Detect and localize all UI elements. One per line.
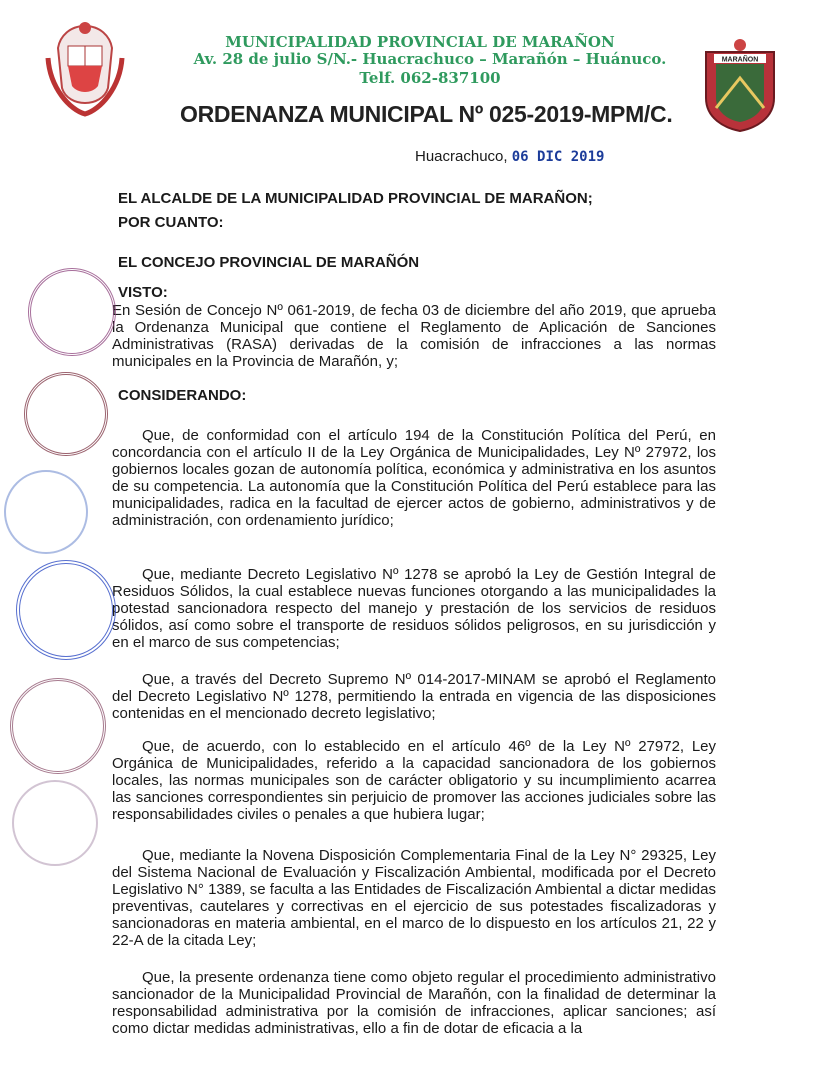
considerando-paragraph: Que, de conformidad con el artículo 194 de la Constitución Política del Perú, en concordancia con el artículo II de la Ley Orgánica de Municipalidades, Ley Nº 27972, los gobiernos locales gozan de autonomía política, económica y administrativa en los asuntos de su competencia. La autonomía que la Constitución Política del Perú establece para las municipalidades, radica en la facultad de ejercer actos de gobierno, administrativos y de administración, con ordenamiento jurídico; [112,427,716,529]
heading-por-cuanto: POR CUANTO: [118,214,224,231]
heading-alcalde: EL ALCALDE DE LA MUNICIPALIDAD PROVINCIAL DE MARAÑON; [118,190,593,207]
considerando-paragraph: Que, de acuerdo, con lo establecido en el artículo 46º de la Ley Nº 27972, Ley Orgánica de Municipalidades, referido a la capacidad sancionadora de los gobiernos locales, las normas municipales son de carácter obligatorio y su incumplimiento acarrea las sanciones correspondientes sin perjuicio de promover las acciones judiciales sobre las responsabilidades civiles o penales a que hubiera lugar; [112,738,716,823]
heading-visto: VISTO: [118,284,168,301]
seal-asesoria-juridica-stamp [16,560,116,660]
considerando-paragraph: Que, a través del Decreto Supremo Nº 014-2017-MINAM se aprobó el Reglamento del Decreto Legislativo Nº 1278, permitiendo la entrada en vigencia de las disposiciones contenidas en el mencionado decreto legislativo; [112,671,716,722]
svg-text:MARAÑON: MARAÑON [721,56,759,64]
considerando-paragraph: Que, la presente ordenanza tiene como objeto regular el procedimiento administrativo sancionador de la Municipalidad Provincial de Marañón, con la finalidad de determinar la responsabilidad administrativa por la comisión de infracciones, aplicar sanciones; así como dictar medidas administrativas, ello a fin de dotar de eficacia a la [112,969,716,1037]
seal-administracion-finanzas-stamp [10,678,106,774]
document-title: ORDENANZA MUNICIPAL Nº 025-2019-MPM/C. [180,101,673,127]
institution-name: MUNICIPALIDAD PROVINCIAL DE MARAÑON [225,33,615,51]
date-place: Huacrachuco, [415,148,508,165]
peru-coat-of-arms-logo [40,18,130,118]
seal-gerencia-municipal-stamp [24,372,108,456]
maranon-shield-logo [700,38,780,133]
considerando-paragraph: Que, mediante Decreto Legislativo Nº 1278 se aprobó la Ley de Gestión Integral de Residuos Sólidos, la cual establece nuevas funciones otorgando a las municipalidades la potestad sancionadora respecto del manejo y prestación de los servicios de residuos sólidos, así como sobre el transporte de residuos sólidos peligrosos, en su jurisdicción y en el marco de sus competencias; [112,566,716,651]
document-date [415,148,604,165]
seal-planeamiento-stamp [12,780,98,866]
considerando-paragraph: Que, mediante la Novena Disposición Complementaria Final de la Ley N° 29325, Ley del Sistema Nacional de Evaluación y Fiscalización Ambiental, modificada por el Decreto Legislativo N° 1389, se faculta a las Entidades de Fiscalización Ambiental a dictar medidas preventivas, cautelares y correctivas en el ejercicio de sus potestades fiscalizadoras y sancionadoras en materia ambiental, en el marco de lo dispuesto en los artículos 21, 22 y 22-A de la citada Ley; [112,847,716,949]
seal-alcaldia-stamp [28,268,116,356]
institution-address: Av. 28 de julio S/N.- Huacrachuco – Marañón – Huánuco. [193,50,667,68]
heading-considerando: CONSIDERANDO: [118,387,247,404]
visto-paragraph: En Sesión de Concejo Nº 061-2019, de fecha 03 de diciembre del año 2019, que aprueba la Ordenanza Municipal que contiene el Reglamento de Aplicación de Sanciones Administrativas (RASA) derivadas de la comisión de infracciones a las normas municipales en la Provincia de Marañón, y; [112,302,716,370]
seal-gerencia-stamp [4,470,88,554]
date-stamp: 06 DIC 2019 [511,149,605,165]
heading-concejo: EL CONCEJO PROVINCIAL DE MARAÑÓN [118,254,420,271]
institution-phone: Telf. 062-837100 [359,69,501,87]
